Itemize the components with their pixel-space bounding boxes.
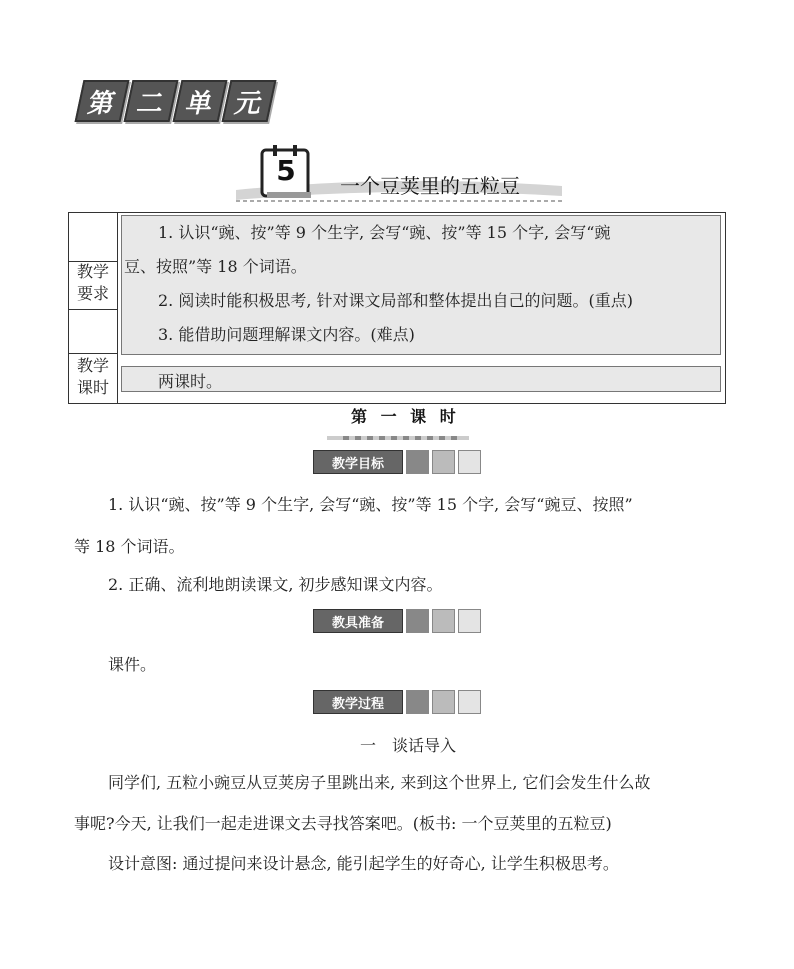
tag-square-icon [432, 450, 455, 474]
intro-paragraph: 事呢?今天, 让我们一起走进课文去寻找答案吧。(板书: 一个豆荚里的五粒豆) [74, 814, 612, 833]
design-note: 设计意图: 通过提问来设计悬念, 能引起学生的好奇心, 让学生积极思考。 [108, 854, 619, 873]
tag-square-icon [432, 690, 455, 714]
requirements-box [121, 215, 721, 355]
lesson-title: 一个豆荚里的五粒豆 [340, 174, 520, 198]
dash-divider-icon [325, 428, 471, 447]
tag-square-icon [432, 609, 455, 633]
hours-box [121, 366, 721, 392]
unit-title-char: 第 [75, 80, 130, 122]
prep-tag-label: 教具准备 [313, 609, 403, 633]
prep-text: 课件。 [108, 655, 157, 674]
goal-item: 1. 认识“豌、按”等 9 个生字, 会写“豌、按”等 15 个字, 会写“豌豆、按照” [108, 495, 633, 514]
goal-item: 2. 正确、流利地朗读课文, 初步感知课文内容。 [108, 575, 443, 594]
tag-square-icon [458, 609, 481, 633]
tag-square-icon [406, 690, 429, 714]
unit-title-char: 二 [124, 80, 179, 122]
tag-square-icon [406, 450, 429, 474]
table-label-column [69, 213, 118, 403]
goals-tag-label: 教学目标 [313, 450, 403, 474]
unit-title-char: 元 [222, 80, 277, 122]
lesson-number: 5 [276, 154, 296, 187]
teaching-requirements-table [68, 212, 726, 404]
requirements-label: 要求 [76, 284, 109, 303]
tag-square-icon [458, 690, 481, 714]
hours-value: 两课时。 [158, 372, 223, 391]
prep-section-tag [313, 609, 481, 633]
intro-paragraph: 同学们, 五粒小豌豆从豆荚房子里跳出来, 来到这个世界上, 它们会发生什么故 [108, 773, 651, 792]
requirement-item: 1. 认识“豌、按”等 9 个生字, 会写“豌、按”等 15 个字, 会写“豌 [158, 223, 611, 242]
unit-title-char: 单 [173, 80, 228, 122]
hours-label: 教学 [76, 356, 109, 375]
process-section-tag [313, 690, 481, 714]
requirements-label: 教学 [76, 262, 109, 281]
hours-label: 课时 [76, 378, 109, 397]
goal-item: 等 18 个词语。 [74, 537, 185, 556]
goals-section-tag [313, 450, 481, 474]
requirement-item: 2. 阅读时能积极思考, 针对课文局部和整体提出自己的问题。(重点) [158, 291, 634, 310]
tag-square-icon [406, 609, 429, 633]
process-tag-label: 教学过程 [313, 690, 403, 714]
step-title: 一 谈话导入 [360, 736, 457, 755]
tag-square-icon [458, 450, 481, 474]
period-title: 第 一 课 时 [351, 407, 460, 426]
requirement-item: 豆、按照”等 18 个词语。 [124, 257, 307, 276]
unit-title [79, 80, 272, 122]
calendar-icon [259, 144, 313, 200]
requirement-item: 3. 能借助问题理解课文内容。(难点) [158, 325, 415, 344]
